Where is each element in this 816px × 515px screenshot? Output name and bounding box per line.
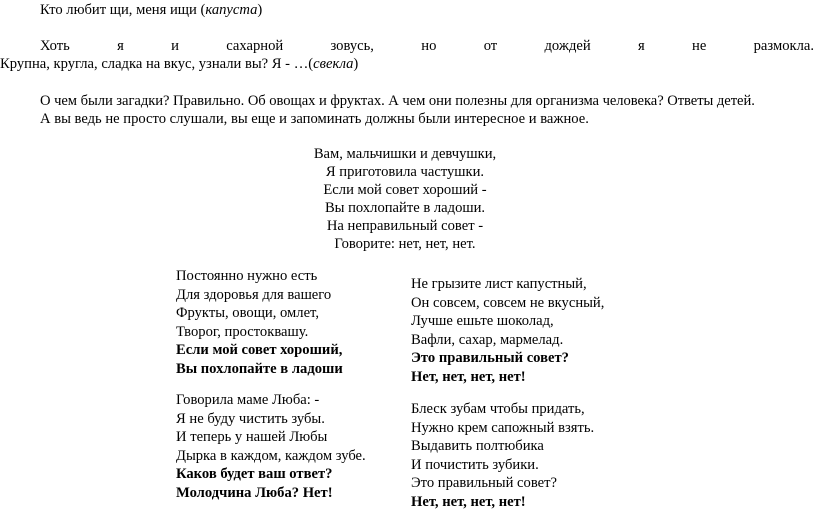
verse-line-bold: Вы похлопайте в ладоши bbox=[176, 360, 343, 377]
verse-line: Для здоровья для вашего bbox=[176, 286, 332, 303]
verse-line: И почистить зубики. bbox=[411, 456, 539, 473]
paragraph-line-2: А вы ведь не просто слушали, вы еще и запоминать должны были интересное и важное. bbox=[40, 111, 589, 127]
verse-line: Лучше ешьте шоколад, bbox=[411, 313, 554, 329]
riddle-1-text: Кто любит щи, меня ищи ( bbox=[40, 2, 206, 18]
verse-line: Вафли, сахар, мармелад. bbox=[411, 331, 564, 348]
left-column-verse-1 bbox=[176, 267, 343, 378]
verse-line-bold: Нет, нет, нет, нет! bbox=[411, 368, 526, 385]
verse-line-bold: Если мой совет хороший, bbox=[176, 342, 343, 358]
verse-line: Я не буду чистить зубы. bbox=[176, 410, 325, 427]
intro-poem bbox=[250, 145, 560, 253]
verse-line-bold: Нет, нет, нет, нет! bbox=[411, 493, 526, 510]
intro-poem-line: На неправильный совет - bbox=[326, 218, 484, 234]
verse-line: Фрукты, овощи, омлет, bbox=[176, 305, 319, 321]
riddle-1 bbox=[40, 1, 262, 19]
verse-line: Выдавить полтюбика bbox=[411, 438, 544, 454]
verse-line: Дырка в каждом, каждом зубе. bbox=[176, 447, 366, 464]
intro-poem-line: Если мой совет хороший - bbox=[323, 182, 487, 198]
verse-line: И теперь у нашей Любы bbox=[176, 429, 328, 445]
verse-line: Постоянно нужно есть bbox=[176, 268, 318, 284]
riddle-2-line-1: Хоть я и сахарной зовусь, но от дождей я не размокла. bbox=[40, 38, 814, 54]
verse-line: Нужно крем сапожный взять. bbox=[411, 419, 595, 436]
intro-poem-line: Говорите: нет, нет, нет. bbox=[334, 236, 476, 252]
intro-poem-line: Вам, мальчишки и девчушки, bbox=[313, 146, 497, 162]
paragraph-line-1: О чем были загадки? Правильно. Об овощах и фруктах. А чем они полезны для организма человека? Ответы детей. bbox=[40, 93, 755, 109]
riddle-2-answer: свекла bbox=[313, 56, 354, 72]
riddle-1-close: ) bbox=[257, 2, 263, 18]
right-column-verse-1 bbox=[411, 275, 604, 386]
verse-line: Он совсем, совсем не вкусный, bbox=[411, 294, 605, 311]
intro-poem-line: Вы похлопайте в ладоши. bbox=[324, 200, 486, 216]
right-column-verse-2 bbox=[411, 400, 594, 511]
riddle-2-line-2 bbox=[0, 55, 358, 73]
riddle-1-answer: капуста bbox=[205, 2, 258, 18]
verse-line-bold: Молодчина Люба? Нет! bbox=[176, 484, 333, 501]
intro-poem-line: Я приготовила частушки. bbox=[325, 164, 485, 180]
left-column-verse-2 bbox=[176, 391, 366, 502]
verse-line: Не грызите лист капустный, bbox=[411, 276, 587, 292]
verse-line: Творог, простоквашу. bbox=[176, 323, 309, 340]
verse-line: Блеск зубам чтобы придать, bbox=[411, 401, 585, 417]
riddle-2-close: ) bbox=[353, 56, 359, 72]
verse-line-bold: Каков будет ваш ответ? bbox=[176, 466, 333, 482]
verse-line: Это правильный совет? bbox=[411, 475, 557, 491]
verse-line-bold: Это правильный совет? bbox=[411, 350, 569, 366]
riddle-2-text: Крупна, кругла, сладка на вкус, узнали вы? Я - …( bbox=[0, 56, 314, 72]
verse-line: Говорила маме Люба: - bbox=[176, 392, 320, 408]
